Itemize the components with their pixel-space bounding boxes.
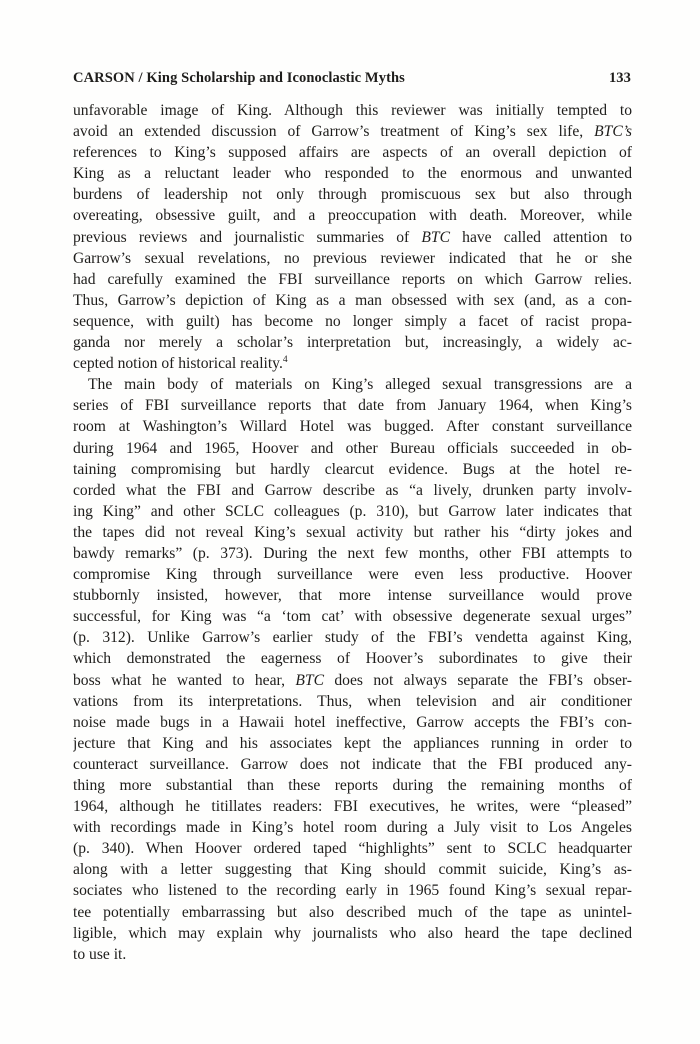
text-line: thing more substantial than these reports during the remaining months of — [73, 777, 632, 794]
page-number: 133 — [608, 70, 631, 86]
text-line: tee potentially embarrassing but also described much of the tape as unintel- — [73, 903, 632, 921]
text-line: bawdy remarks” (p. 373). During the next few months, other FBI attempts to — [73, 544, 632, 562]
text-line: sequence, with guilt) has become no longer simply a facet of racist propa- — [73, 312, 632, 330]
text-line: taining compromising but hardly clearcut evidence. Bugs at the hotel re- — [73, 460, 632, 478]
text-line: avoid an extended discussion of Garrow’s treatment of King’s sex life, BTC’s — [73, 123, 632, 141]
text-line: unfavorable image of King. Although this reviewer was initially tempted to — [73, 102, 632, 119]
running-header — [73, 70, 631, 87]
text-line: noise made bugs in a Hawaii hotel ineffective, Garrow accepts the FBI’s con- — [73, 713, 632, 731]
text-line: successful, for King was “a ‘tom cat’ with obsessive degenerate sexual urges” — [73, 608, 632, 626]
text-line: (p. 340). When Hoover ordered taped “highlights” sent to SCLC headquarter — [73, 840, 632, 858]
text-line: to use it. — [73, 945, 127, 963]
text-line: burdens of leadership not only through promiscuous sex but also through — [73, 186, 632, 204]
text-line: counteract surveillance. Garrow does not indicate that the FBI produced any- — [73, 755, 632, 773]
text-line: room at Washington’s Willard Hotel was bugged. After constant surveillance — [73, 418, 632, 436]
text-line: boss what he wanted to hear, BTC does not always separate the FBI’s obser- — [73, 671, 632, 689]
text-line: which demonstrated the eagerness of Hoover’s subordinates to give their — [73, 650, 632, 668]
text-line: ganda nor merely a scholar’s interpretation but, increasingly, a widely ac- — [73, 334, 632, 352]
text-line: previous reviews and journalistic summaries of BTC have called attention to — [73, 228, 632, 246]
body-text — [73, 100, 632, 965]
text-line: ligible, which may explain why journalists who also heard the tape declined — [73, 924, 632, 942]
text-line: The main body of materials on King’s alleged sexual transgressions are a — [88, 376, 632, 394]
text-line: stubbornly insisted, however, that more intense surveillance would prove — [73, 587, 632, 605]
text-line: sociates who listened to the recording early in 1965 found King’s sexual repar- — [73, 882, 632, 900]
text-line: series of FBI surveillance reports that date from January 1964, when King’s — [73, 397, 632, 415]
text-line: along with a letter suggesting that King should commit suicide, King’s as- — [73, 861, 632, 879]
text-line: King as a reluctant leader who responded to the enormous and unwanted — [73, 165, 632, 183]
text-line: Garrow’s sexual revelations, no previous reviewer indicated that he or she — [73, 249, 632, 267]
text-line: references to King’s supposed affairs are aspects of an overall depiction of — [73, 144, 632, 162]
text-line: corded what the FBI and Garrow describe as “a lively, drunken party involv- — [73, 481, 632, 499]
text-line: overeating, obsessive guilt, and a preoccupation with death. Moreover, while — [73, 207, 632, 225]
text-line: ing King” and other SCLC colleagues (p. 310), but Garrow later indicates that — [73, 502, 632, 520]
text-line: the tapes did not reveal King’s sexual activity but rather his “dirty jokes and — [73, 523, 632, 541]
text-line: with recordings made in King’s hotel room during a July visit to Los Angeles — [73, 819, 632, 837]
text-line: (p. 312). Unlike Garrow’s earlier study of the FBI’s vendetta against King, — [73, 629, 632, 647]
text-line: compromise King through surveillance were even less productive. Hoover — [73, 566, 632, 584]
text-line: jecture that King and his associates kept the appliances running in order to — [73, 734, 632, 752]
text-line: during 1964 and 1965, Hoover and other Bureau officials succeeded in ob- — [73, 439, 632, 457]
text-line: cepted notion of historical reality.$^4$ — [73, 354, 288, 373]
text-line: vations from its interpretations. Thus, when television and air conditioner — [73, 692, 632, 710]
text-line: Thus, Garrow’s depiction of King as a man obsessed with sex (and, as a con- — [73, 291, 632, 309]
text-line: had carefully examined the FBI surveillance reports on which Garrow relies. — [73, 270, 632, 288]
text-line: 1964, although he titillates readers: FBI executives, he writes, were “pleased” — [73, 798, 632, 816]
running-header-title: CARSON / King Scholarship and Iconoclastic Myths — [73, 70, 405, 86]
